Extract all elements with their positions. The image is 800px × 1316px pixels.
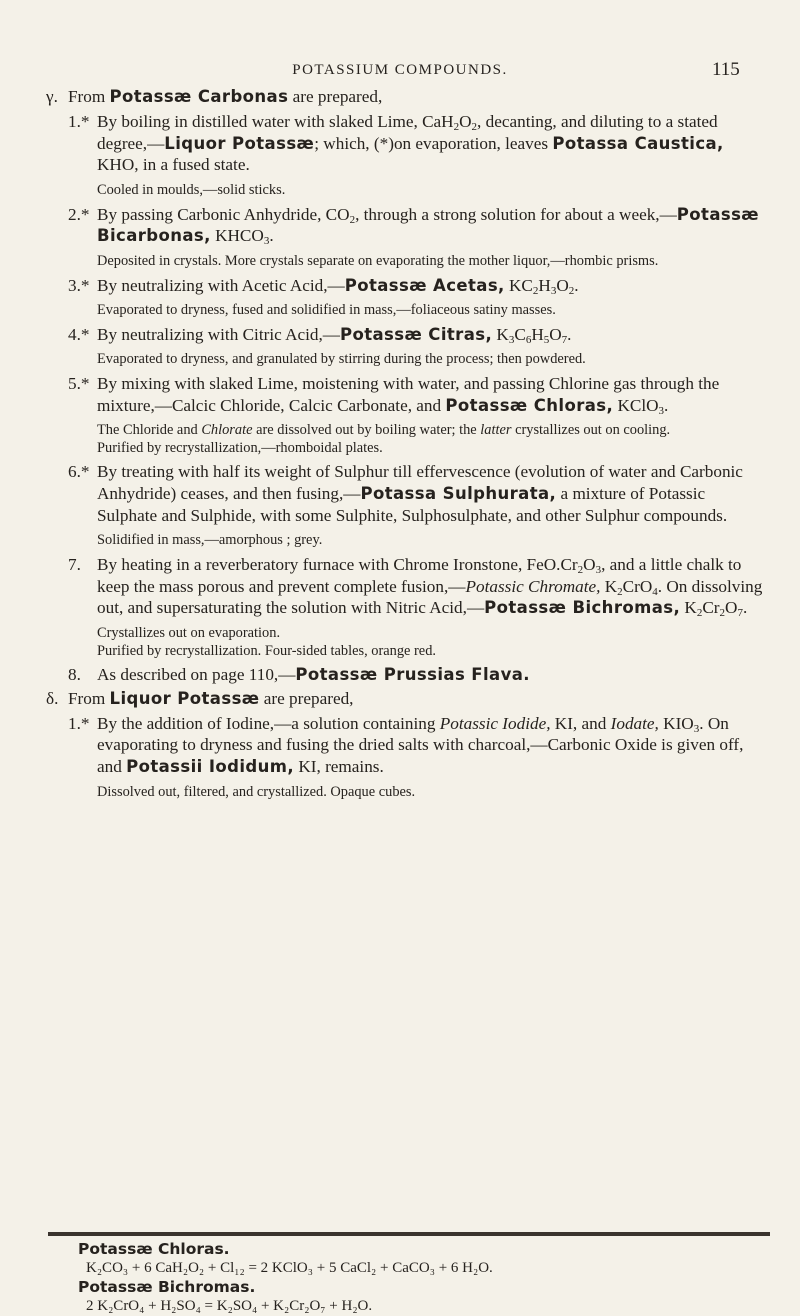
item-number: 5.*: [68, 373, 90, 393]
item-text: As described on page 110,—: [97, 665, 296, 685]
section-label: δ.: [46, 688, 59, 708]
note-italic: latter: [480, 422, 512, 439]
item-text: .: [567, 324, 572, 344]
preparation-item: [68, 664, 768, 686]
item-text: .: [664, 395, 669, 415]
note-italic: Chlorate: [201, 422, 253, 439]
item-note: Cooled in moulds,—solid sticks.: [97, 182, 286, 199]
preparation-item: [68, 204, 768, 271]
preparation-item: [68, 275, 768, 320]
item-number: 3.*: [68, 275, 90, 295]
item-text: .: [574, 275, 579, 295]
subscript: 2: [577, 563, 584, 576]
section-delta: [46, 688, 768, 802]
equations-block: [78, 1240, 768, 1316]
item-text: , and a little chalk to keep the mass porous and prevent complete fusion,—: [97, 554, 742, 596]
compound-name: Potassæ Bichromas,: [484, 598, 681, 618]
formula: [527, 555, 602, 574]
note-text: Purified by recrystallization. Four-sided tables, orange red.: [97, 642, 436, 659]
formula-part: CaH: [422, 112, 454, 131]
formula-part: H: [538, 275, 551, 295]
subscript: 2: [568, 284, 575, 297]
subscript: 2: [532, 284, 539, 297]
subscript: 6: [525, 333, 532, 346]
formula: [605, 577, 658, 596]
item-text: By neutralizing with Acetic Acid,—: [97, 275, 345, 295]
subscript: 3: [550, 284, 557, 297]
body-text: [46, 86, 768, 805]
preparation-item: [68, 324, 768, 369]
subscript: 3: [693, 722, 700, 735]
item-number: 6.*: [68, 462, 90, 482]
note-text: crystallizes out on cooling.: [511, 422, 671, 439]
subscript: 7: [561, 333, 568, 346]
subscript: 3: [508, 333, 515, 346]
formula: [617, 396, 664, 415]
item-text: By neutralizing with Citric Acid,—: [97, 324, 340, 344]
section-intro-text: are prepared,: [259, 688, 354, 708]
formula-part: KIO: [663, 713, 694, 733]
item-note: Evaporated to dryness, and granulated by stirring during the process; then powdered.: [97, 351, 586, 368]
preparation-item: [68, 111, 768, 200]
italic-term: Iodate,: [610, 713, 659, 733]
formula: [496, 325, 567, 344]
note-text: are dissolved out by boiling water; the: [252, 422, 481, 439]
compound-name: Potassæ Citras,: [339, 324, 493, 344]
compound-name: Potassæ Prussias Flava.: [295, 665, 530, 685]
compound-name: Potassii Iodidum,: [126, 757, 295, 777]
formula: [326, 205, 355, 224]
subscript: 5: [543, 333, 550, 346]
section-intro-text: From: [68, 87, 110, 106]
item-text: . On dissolving out, and supersaturating the solution with Nitric Acid,—: [97, 576, 763, 618]
formula-part: CO: [325, 204, 350, 224]
subscript: 2: [696, 607, 703, 620]
formula-part: FeO.Cr: [526, 554, 578, 574]
item-number: 7.: [68, 554, 81, 574]
item-text: By boiling in distilled water with slaked Lime,: [97, 112, 423, 131]
section-label: γ.: [46, 87, 58, 106]
item-text: , decanting, and diluting to a stated degree,—: [97, 112, 718, 153]
compound-name: Potassæ Bicarbonas,: [97, 204, 759, 246]
equation-title: Potassæ Bichromas.: [78, 1278, 256, 1296]
item-text: KHO, in a fused state.: [97, 155, 250, 175]
subscript: 7: [737, 607, 743, 620]
preparation-item: [68, 713, 768, 802]
compound-name: Potassa Caustica,: [552, 133, 724, 153]
formula-part: C: [514, 324, 526, 344]
item-text: a mixture of Potassic Sulphate and Sulphide, with some Sulphite, Sulphosulphate, and other Sulphur compounds.: [97, 484, 728, 525]
running-head: [0, 59, 800, 88]
item-text: By passing Carbonic Anhydride,: [97, 204, 326, 224]
subscript: 3: [595, 563, 602, 576]
compound-name: Potassæ Carbonas: [109, 87, 289, 106]
italic-term: Potassic Chromate,: [465, 576, 601, 596]
formula: [684, 598, 743, 620]
formula-part: O: [459, 112, 472, 131]
running-title: POTASSIUM COMPOUNDS.: [292, 62, 508, 78]
item-note: Solidified in mass,—amorphous ; grey.: [97, 532, 323, 549]
compound-name: Potassa Sulphurata,: [360, 484, 557, 504]
item-text: .: [742, 598, 748, 618]
compound-name: Liquor Potassæ: [109, 688, 260, 708]
equation: K₂CO₃ + 6 CaH₂O₂ + Cl₁₂ = 2 KClO₃ + 5 CaCl₂ + CaCO₃ + 6 H₂O.: [86, 1260, 493, 1276]
item-number: 4.*: [68, 324, 90, 344]
formula-part: H: [531, 324, 544, 344]
subscript: 2: [719, 607, 726, 620]
compound-name: Potassæ Acetas,: [344, 275, 505, 295]
subscript: 4: [652, 585, 658, 598]
item-note: Deposited in crystals. More crystals separate on evaporating the mother liquor,—rhombic prisms.: [97, 253, 659, 270]
subscript: 2: [617, 585, 623, 598]
item-text: , through a strong solution for about a week,—: [355, 204, 677, 224]
compound-name: Liquor Potassæ: [164, 133, 315, 153]
formula-part: KC: [509, 275, 533, 295]
formula-part: K: [684, 598, 697, 618]
formula-part: O: [725, 598, 738, 618]
formula-part: O: [556, 275, 569, 295]
page-number: 115: [712, 59, 740, 80]
item-text: By treating with half its weight of Sulphur till effervescence (evolution of water and Carbonic Anhydride) ceases, and then fusing,—: [97, 462, 743, 504]
divider-rule: [48, 1232, 770, 1236]
formula: [422, 112, 477, 131]
formula-part: Cr: [702, 598, 720, 618]
subscript: 3: [658, 404, 665, 417]
formula-part: K: [604, 576, 618, 596]
item-note: Dissolved out, filtered, and crystallized. Opaque cubes.: [97, 783, 416, 800]
item-note: Evaporated to dryness, fused and solidified in mass,—foliaceous satiny masses.: [97, 302, 556, 319]
preparation-item: [68, 461, 768, 550]
section-gamma: [46, 86, 768, 686]
item-note: [97, 625, 768, 660]
formula-part: O: [549, 324, 562, 344]
formula-part: CrO: [622, 576, 653, 596]
equation-title: Potassæ Chloras.: [78, 1240, 230, 1258]
item-text: By mixing with slaked Lime, moistening with water, and passing Chlorine gas through the mixture,—Calcic Chloride, Calcic Carbonate, and: [97, 373, 720, 415]
item-text: KI, and: [550, 713, 611, 733]
subscript: 2: [471, 121, 478, 133]
formula-part: O: [583, 554, 596, 574]
item-text: ; which, (*)on evaporation, leaves: [314, 133, 553, 153]
preparation-item: [68, 554, 768, 660]
formula: [509, 276, 574, 295]
formula: [663, 714, 699, 733]
section-intro-text: From: [68, 688, 110, 708]
note-text: Purified by recrystallization,—rhomboidal plates.: [97, 439, 383, 456]
subscript: 2: [349, 213, 356, 226]
item-text: By heating in a reverberatory furnace with Chrome Ironstone,: [97, 554, 527, 574]
item-number: 2.*: [68, 204, 90, 224]
item-number: 1.*: [68, 112, 90, 131]
formula-part: K: [496, 324, 509, 344]
formula-part: KHCO: [215, 226, 264, 246]
section-intro-text: are prepared,: [288, 87, 383, 106]
subscript: 2: [453, 121, 460, 133]
item-note: [97, 422, 768, 457]
item-text: .: [269, 226, 274, 246]
compound-name: Potassæ Chloras,: [445, 395, 614, 415]
item-text: . On evaporating to dryness and fusing the dried salts with charcoal,—Carbonic Oxide is given off, and: [97, 713, 744, 777]
item-text: KI, remains.: [294, 757, 384, 777]
note-text: Crystallizes out on evaporation.: [97, 625, 281, 642]
italic-term: Potassic Iodide,: [439, 713, 551, 733]
item-number: 1.*: [68, 713, 90, 733]
item-number: 8.: [68, 665, 81, 685]
subscript: 3: [263, 235, 270, 248]
note-text: The Chloride and: [97, 422, 202, 439]
formula-part: KClO: [617, 395, 659, 415]
preparation-item: [68, 373, 768, 457]
item-text: By the addition of Iodine,—a solution containing: [97, 713, 440, 733]
equation: 2 K₂CrO₄ + H₂SO₄ = K₂SO₄ + K₂Cr₂O₇ + H₂O.: [86, 1298, 373, 1314]
formula: [215, 226, 270, 248]
